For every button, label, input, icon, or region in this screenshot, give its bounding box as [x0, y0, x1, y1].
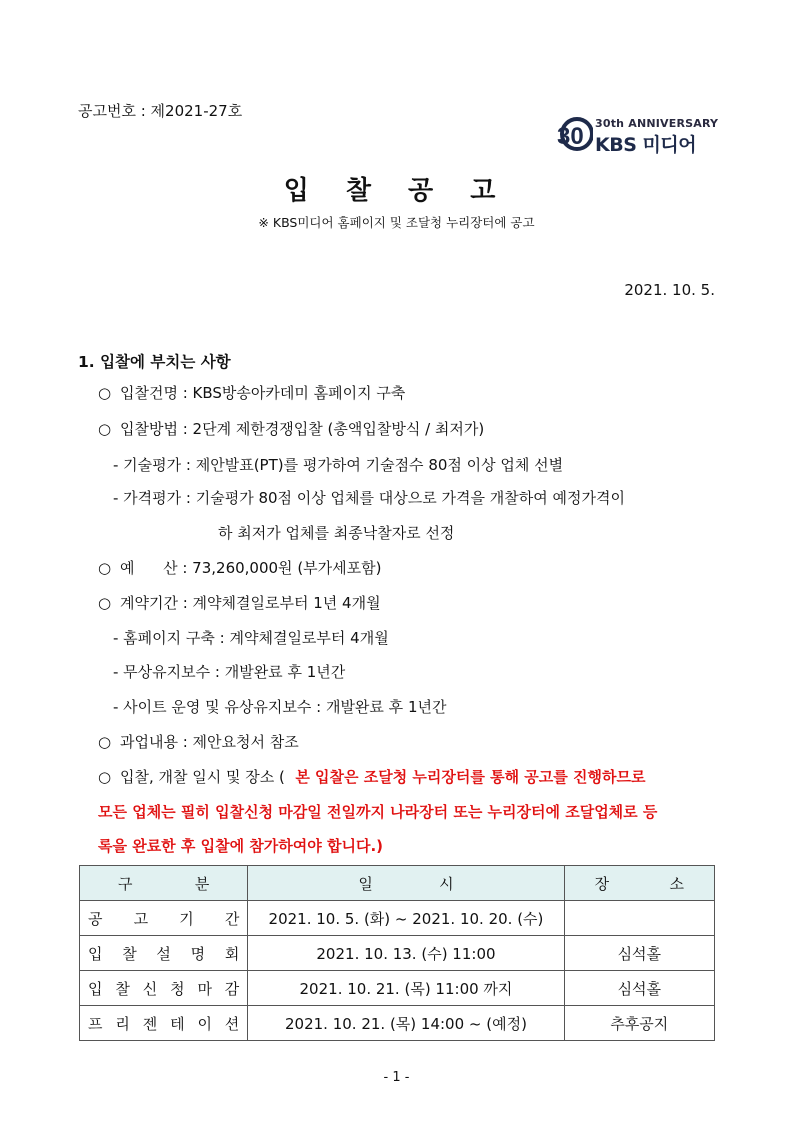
row-label: 프 리 젠 테 이 션 — [80, 1006, 248, 1041]
price-evaluation: - 가격평가 : 기술평가 80점 이상 업체를 대상으로 가격을 개찰하여 예정가격이 — [113, 489, 625, 507]
registration-notice-red-2: 모든 업체는 필히 입찰신청 마감일 전일까지 나라장터 또는 누리장터에 조달업체로 등 — [98, 803, 658, 821]
logo-anniversary-text: 30th ANNIVERSARY — [595, 117, 719, 130]
tech-evaluation: - 기술평가 : 제안발표(PT)를 평가하여 기술점수 80점 이상 업체 선별 — [113, 456, 564, 474]
kbs-media-logo — [555, 115, 720, 155]
schedule-notice: ○ 입찰, 개찰 일시 및 장소 ( 본 입찰은 조달청 누리장터를 통해 공고를 진행하므로 — [98, 768, 646, 786]
table-row — [80, 936, 715, 971]
bullet: ○ — [98, 559, 112, 577]
notice-date: 2021. 10. 5. — [624, 281, 715, 299]
page-subtitle: ※ KBS미디어 홈페이지 및 조달청 누리장터에 공고 — [258, 215, 535, 230]
header-place: 장 소 — [564, 866, 714, 901]
row-label: 입 찰 설 명 회 — [80, 936, 248, 971]
schedule-table — [79, 865, 715, 1041]
row-label: 공 고 기 간 — [80, 901, 248, 936]
row-datetime: 2021. 10. 13. (수) 11:00 — [248, 936, 564, 971]
logo-mark-text: 30 — [557, 123, 584, 150]
row-datetime: 2021. 10. 21. (목) 11:00 까지 — [248, 971, 564, 1006]
notice-number: 공고번호 : 제2021-27호 — [78, 102, 243, 120]
table-row — [80, 901, 715, 936]
page-number: - 1 - — [383, 1070, 410, 1085]
bullet: ○ — [98, 733, 112, 751]
bullet: ○ — [98, 420, 112, 438]
period-free-maintenance: - 무상유지보수 : 개발완료 후 1년간 — [113, 663, 346, 681]
registration-notice-red: 본 입찰은 조달청 누리장터를 통해 공고를 진행하므로 — [284, 768, 646, 786]
price-evaluation-cont: 하 최저가 업체를 최종낙찰자로 선정 — [218, 524, 455, 542]
contract-period: ○ 계약기간 : 계약체결일로부터 1년 4개월 — [98, 594, 381, 612]
header-category: 구 분 — [80, 866, 248, 901]
anniversary-30-mark — [555, 115, 593, 153]
page-title: 입 찰 공 고 — [283, 176, 510, 206]
table-row — [80, 1006, 715, 1041]
bullet: ○ — [98, 384, 112, 402]
bid-method: ○ 입찰방법 : 2단계 제한경쟁입찰 (총액입찰방식 / 최저가) — [98, 420, 485, 438]
bullet: ○ — [98, 768, 112, 786]
item-name: ○ 입찰건명 : KBS방송아카데미 홈페이지 구축 — [98, 384, 406, 402]
row-datetime: 2021. 10. 5. (화) ~ 2021. 10. 20. (수) — [248, 901, 564, 936]
row-place: 추후공지 — [564, 1006, 714, 1041]
header-datetime: 일 시 — [248, 866, 564, 901]
logo-brand-text: KBS 미디어 — [595, 134, 697, 156]
row-place: 심석홀 — [564, 971, 714, 1006]
row-label: 입 찰 신 청 마 감 — [80, 971, 248, 1006]
section-heading: 1. 입찰에 부치는 사항 — [78, 353, 231, 371]
row-place: 심석홀 — [564, 936, 714, 971]
row-datetime: 2021. 10. 21. (목) 14:00 ~ (예정) — [248, 1006, 564, 1041]
task-scope: ○ 과업내용 : 제안요청서 참조 — [98, 733, 299, 751]
table-row — [80, 971, 715, 1006]
period-homepage: - 홈페이지 구축 : 계약체결일로부터 4개월 — [113, 629, 389, 647]
bullet: ○ — [98, 594, 112, 612]
registration-notice-red-3: 록을 완료한 후 입찰에 참가하여야 합니다.) — [98, 837, 383, 855]
budget: ○ 예 산 : 73,260,000원 (부가세포함) — [98, 559, 382, 577]
row-place — [564, 901, 714, 936]
table-header-row — [80, 866, 715, 901]
period-paid-maintenance: - 사이트 운영 및 유상유지보수 : 개발완료 후 1년간 — [113, 698, 447, 716]
